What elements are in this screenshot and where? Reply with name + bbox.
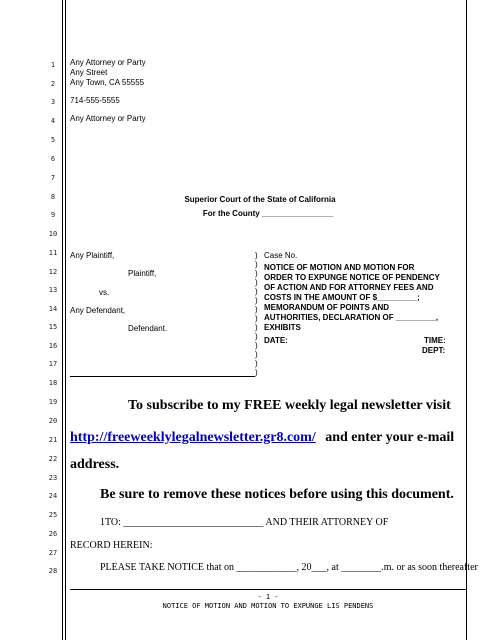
newsletter-line [70, 430, 454, 446]
line-number: 19 [48, 398, 58, 406]
caption-bottom-rule [70, 376, 255, 377]
document-title-line: OF ACTION AND FOR ATTORNEY FEES AND [264, 283, 434, 292]
line-number: 28 [48, 567, 58, 575]
hearing-time-label: TIME: [424, 336, 446, 345]
defendant-label: Defendant. [128, 324, 168, 333]
line-number: 22 [48, 455, 58, 463]
line-number: 16 [48, 342, 58, 350]
caption-paren: ) [255, 350, 258, 359]
line-number: 27 [48, 549, 58, 557]
subscribe-notice: To subscribe to my FREE weekly legal newsletter visit [128, 398, 451, 413]
line-number: 24 [48, 492, 58, 500]
caption-paren: ) [255, 260, 258, 269]
hearing-dept-label: DEPT: [422, 346, 446, 355]
line-number: 12 [48, 268, 58, 276]
caption-paren: ) [255, 359, 258, 368]
case-number-label: Case No. [264, 251, 298, 260]
line-number: 2 [50, 80, 56, 88]
attorney-phone: 714-555-5555 [70, 96, 120, 105]
line-number: 5 [50, 136, 56, 144]
to-line: 1TO: ____________________________ AND THEIR ATTORNEY OF [100, 517, 389, 528]
document-title-line: NOTICE OF MOTION AND MOTION FOR [264, 263, 415, 272]
caption-paren: ) [255, 332, 258, 341]
document-title-line: MEMORANDUM OF POINTS AND [264, 303, 390, 312]
caption-paren: ) [255, 269, 258, 278]
versus-label: vs. [99, 288, 110, 297]
document-title [264, 263, 440, 333]
footer-rule [70, 589, 466, 590]
line-number: 15 [48, 323, 58, 331]
remove-notice: Be sure to remove these notices before using this document. [100, 487, 454, 502]
document-title-line: EXHIBITS [264, 323, 301, 332]
document-title-line: COSTS IN THE AMOUNT OF $_________; [264, 293, 420, 302]
caption-paren: ) [255, 278, 258, 287]
line-number: 21 [48, 436, 58, 444]
line-number: 17 [48, 360, 58, 368]
line-number: 3 [50, 98, 56, 106]
caption-paren: ) [255, 287, 258, 296]
footer-title: NOTICE OF MOTION AND MOTION TO EXPUNGE LIS PENDENS [162, 602, 374, 610]
line-number: 25 [48, 511, 58, 519]
caption-paren: ) [255, 305, 258, 314]
document-title-line: ORDER TO EXPUNGE NOTICE OF PENDENCY [264, 273, 440, 282]
court-name: Superior Court of the State of California [184, 195, 336, 204]
document-title-line: AUTHORITIES, DECLARATION OF _________, [264, 313, 439, 322]
line-number: 9 [50, 211, 56, 219]
line-number: 26 [48, 530, 58, 538]
caption-paren: ) [255, 368, 258, 377]
caption-paren: ) [255, 296, 258, 305]
attorney-city: Any Town, CA 55555 [70, 78, 145, 87]
enter-email-text: and enter your e-mail [325, 430, 455, 445]
line-number: 23 [48, 474, 58, 482]
left-margin-rule [62, 0, 63, 640]
line-number: 10 [48, 230, 58, 238]
caption-paren: ) [255, 251, 258, 260]
line-number: 4 [50, 117, 56, 125]
caption-paren: ) [255, 323, 258, 332]
line-number: 11 [48, 249, 58, 257]
line-number: 18 [48, 379, 58, 387]
plaintiff-name: Any Plaintiff, [70, 251, 115, 260]
caption-paren: ) [255, 341, 258, 350]
address-text: address. [70, 457, 120, 472]
line-number: 20 [48, 417, 58, 425]
line-number: 13 [48, 286, 58, 294]
please-take-notice-line: PLEASE TAKE NOTICE that on ____________, 20___, at ________.m. or as soon thereafter [100, 562, 478, 573]
record-line: RECORD HEREIN: [70, 540, 153, 551]
line-number: 14 [48, 305, 58, 313]
left-margin-rule-inner [65, 0, 66, 640]
line-number: 6 [50, 155, 56, 163]
page-number: - 1 - [257, 593, 279, 601]
newsletter-link[interactable]: http://freeweeklylegalnewsletter.gr8.com/ [70, 430, 316, 445]
attorney-street: Any Street [70, 68, 108, 77]
attorney-for: Any Attorney or Party [70, 114, 146, 123]
caption-paren: ) [255, 314, 258, 323]
attorney-name: Any Attorney or Party [70, 58, 146, 67]
right-margin-rule [466, 0, 467, 640]
plaintiff-label: Plaintiff, [128, 269, 157, 278]
line-number: 1 [50, 61, 56, 69]
defendant-name: Any Defendant, [70, 306, 126, 315]
line-number: 8 [50, 193, 56, 201]
court-county: For the County ________________ [202, 209, 334, 218]
hearing-date-label: DATE: [264, 336, 288, 345]
line-number: 7 [50, 174, 56, 182]
